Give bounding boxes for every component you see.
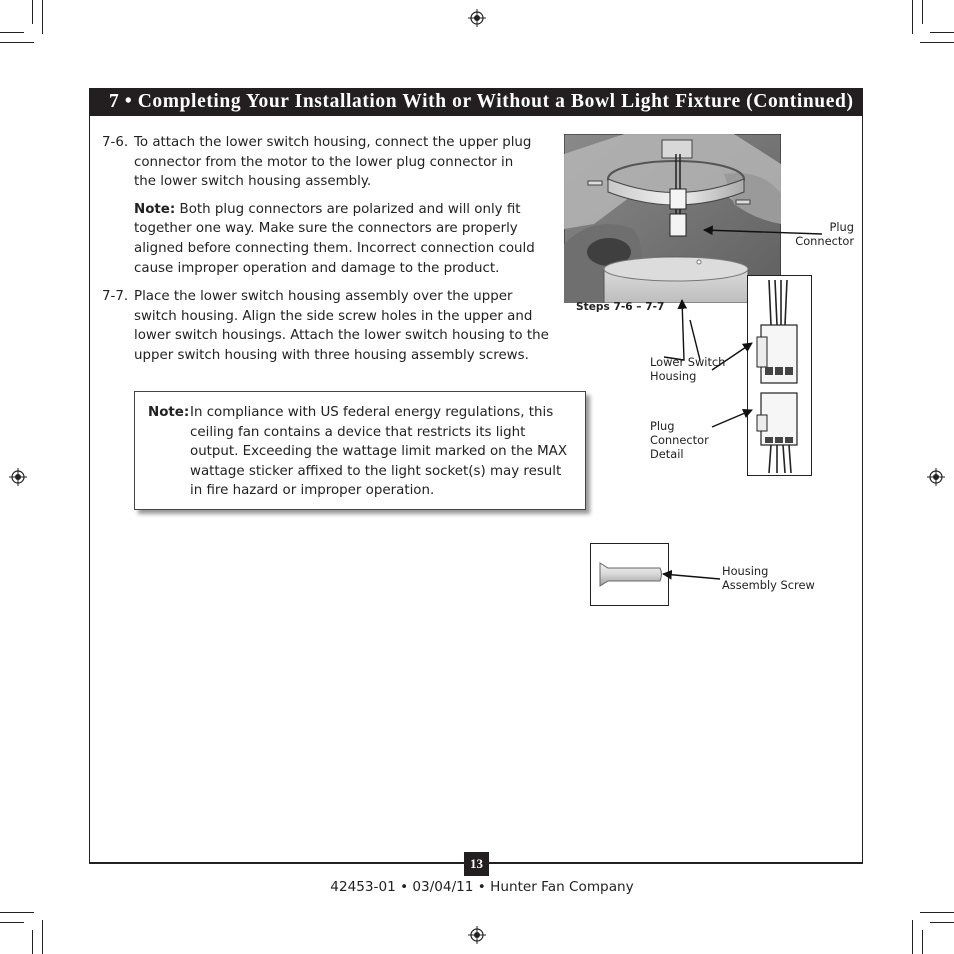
note-label: Note: <box>134 201 176 217</box>
page-number: 13 <box>464 852 489 876</box>
step-number: 7-6. <box>102 135 129 150</box>
step-number: 7-7. <box>102 289 129 304</box>
callout-housing-assembly-screw: Housing Assembly Screw <box>722 564 815 592</box>
step-text: Place the lower switch housing assembly over the upper switch housing. Align the side screw holes in the upper and lower switch housings. Attach the lower switch housing to the upper switch housing with three housing assembly screws. <box>134 289 549 363</box>
step-text: To attach the lower switch housing, connect the upper plug connector from the motor to the lower plug connector in the lower switch housing assembly. <box>134 135 532 190</box>
callout-plug-connector-detail: Plug Connector Detail <box>650 419 709 461</box>
section-title: 7 • Completing Your Installation With or Without a Bowl Light Fixture (Continued) <box>89 88 863 116</box>
note-text: Both plug connectors are polarized and will only fit together one way. Make sure the connectors are properly aligned before connecting them. Incorrect connection could cause improper operation and damage to the product. <box>134 201 535 276</box>
footer-text: 42453-01 • 03/04/11 • Hunter Fan Company <box>330 879 634 895</box>
callout-plug-connector: Plug Connector <box>795 220 854 248</box>
note-text: In compliance with US federal energy regulations, this ceiling fan contains a device that restricts its light output. Exceeding the wattage limit marked on the MAX wattage sticker affixed to the light socket(s) may result in fire hazard or improper operation. <box>190 405 568 499</box>
callout-lower-switch-housing: Lower Switch Housing <box>650 355 726 383</box>
note-label: Note: <box>148 405 190 420</box>
figure-caption: Steps 7-6 – 7-7 <box>576 301 665 313</box>
